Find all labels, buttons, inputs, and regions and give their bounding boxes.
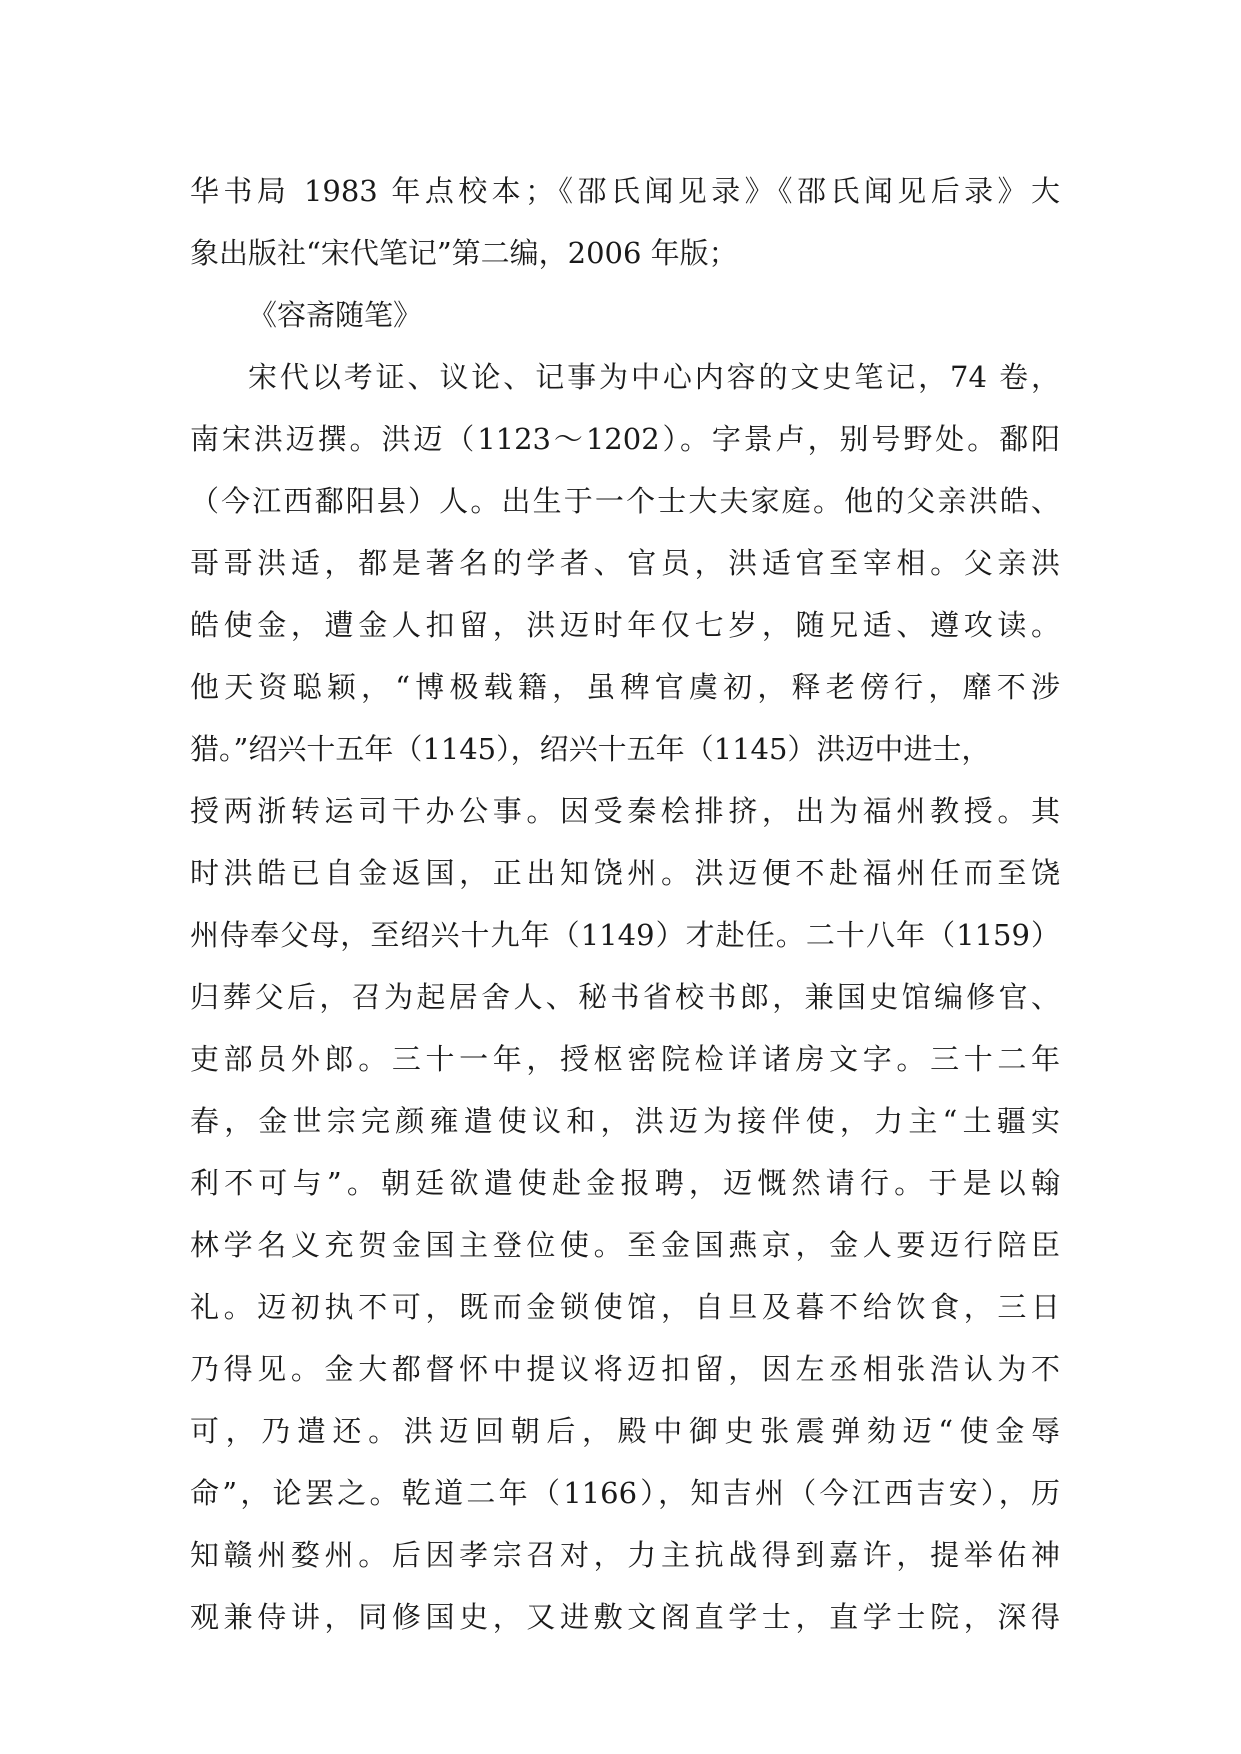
- section-heading: 《容斋随笔》: [248, 298, 423, 332]
- text-line: 宋代以考证、议论、记事为中心内容的文史笔记，74 卷，: [248, 360, 1060, 394]
- text-line: 授两浙转运司干办公事。因受秦桧排挤，出为福州教授。其: [190, 794, 1060, 828]
- text-line: 他天资聪颖，“博极载籍，虽稗官虞初，释老傍行，靡不涉: [190, 670, 1060, 704]
- text-line: 象出版社“宋代笔记”第二编，2006 年版；: [190, 236, 738, 270]
- text-line: 归葬父后，召为起居舍人、秘书省校书郎，兼国史馆编修官、: [190, 980, 1060, 1014]
- text-line: 命”，论罢之。乾道二年（1166），知吉州（今江西吉安），历: [190, 1476, 1060, 1510]
- text-line: 时洪皓已自金返国，正出知饶州。洪迈便不赴福州任而至饶: [190, 856, 1060, 890]
- text-line: 哥哥洪适，都是著名的学者、官员，洪适官至宰相。父亲洪: [190, 546, 1060, 580]
- text-line: 吏部员外郎。三十一年，授枢密院检详诸房文字。三十二年: [190, 1042, 1060, 1076]
- text-line: 猎。”绍兴十五年（1145），绍兴十五年（1145）洪迈中进士，: [190, 732, 991, 766]
- text-line: 林学名义充贺金国主登位使。至金国燕京，金人要迈行陪臣: [190, 1228, 1060, 1262]
- text-line: 州侍奉父母，至绍兴十九年（1149）才赴任。二十八年（1159）: [190, 918, 1060, 952]
- text-line: 乃得见。金大都督怀中提议将迈扣留，因左丞相张浩认为不: [190, 1352, 1060, 1386]
- text-line: 春，金世宗完颜雍遣使议和，洪迈为接伴使，力主“土疆实: [190, 1104, 1060, 1138]
- text-line: 知赣州婺州。后因孝宗召对，力主抗战得到嘉许，提举佑神: [190, 1538, 1060, 1572]
- text-line: 可，乃遣还。洪迈回朝后，殿中御史张震弹劾迈“使金辱: [190, 1414, 1060, 1448]
- text-line: 南宋洪迈撰。洪迈（1123～1202）。字景卢，别号野处。鄱阳: [190, 422, 1060, 456]
- text-line: 华书局 1983 年点校本；《邵氏闻见录》《邵氏闻见后录》大: [190, 174, 1060, 208]
- text-line: 礼。迈初执不可，既而金锁使馆，自旦及暮不给饮食，三日: [190, 1290, 1060, 1324]
- text-line: 观兼侍讲，同修国史，又进敷文阁直学士，直学士院，深得: [190, 1600, 1060, 1634]
- text-line: 利不可与”。朝廷欲遣使赴金报聘，迈慨然请行。于是以翰: [190, 1166, 1060, 1200]
- text-line: 皓使金，遭金人扣留，洪迈时年仅七岁，随兄适、遵攻读。: [190, 608, 1060, 642]
- body-text: [190, 160, 1060, 1648]
- text-line: （今江西鄱阳县）人。出生于一个士大夫家庭。他的父亲洪皓、: [190, 484, 1060, 518]
